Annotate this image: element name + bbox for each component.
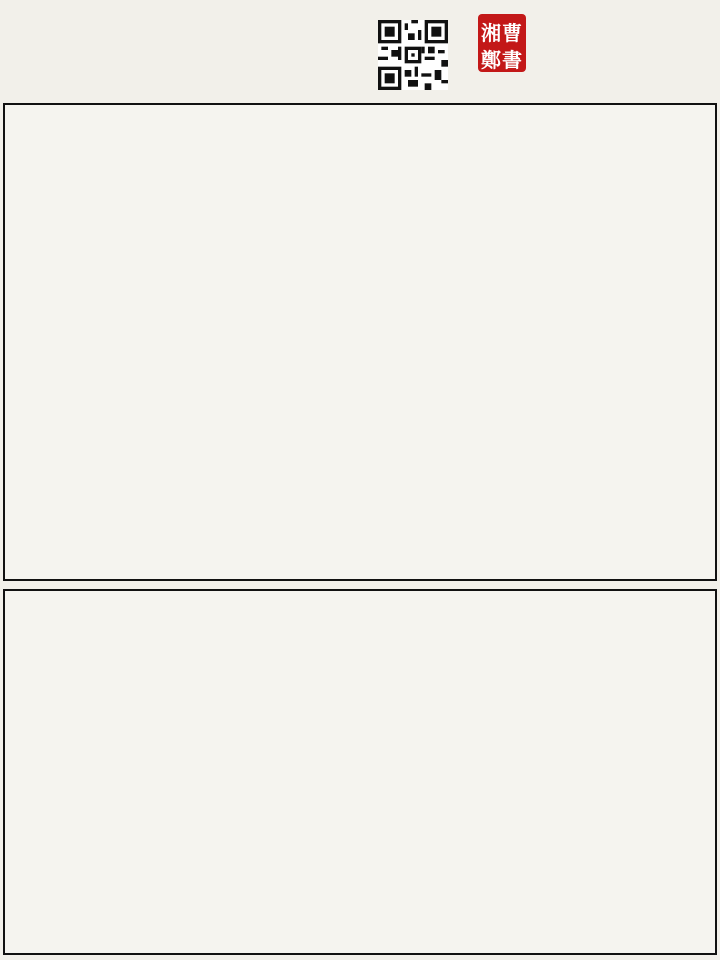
pillars-panel (3, 103, 717, 581)
yearly-table (3, 589, 717, 955)
seal-stamp: 湘 曹 鄭 書 (478, 14, 526, 72)
header (0, 0, 720, 100)
qr-code-image (378, 20, 448, 90)
